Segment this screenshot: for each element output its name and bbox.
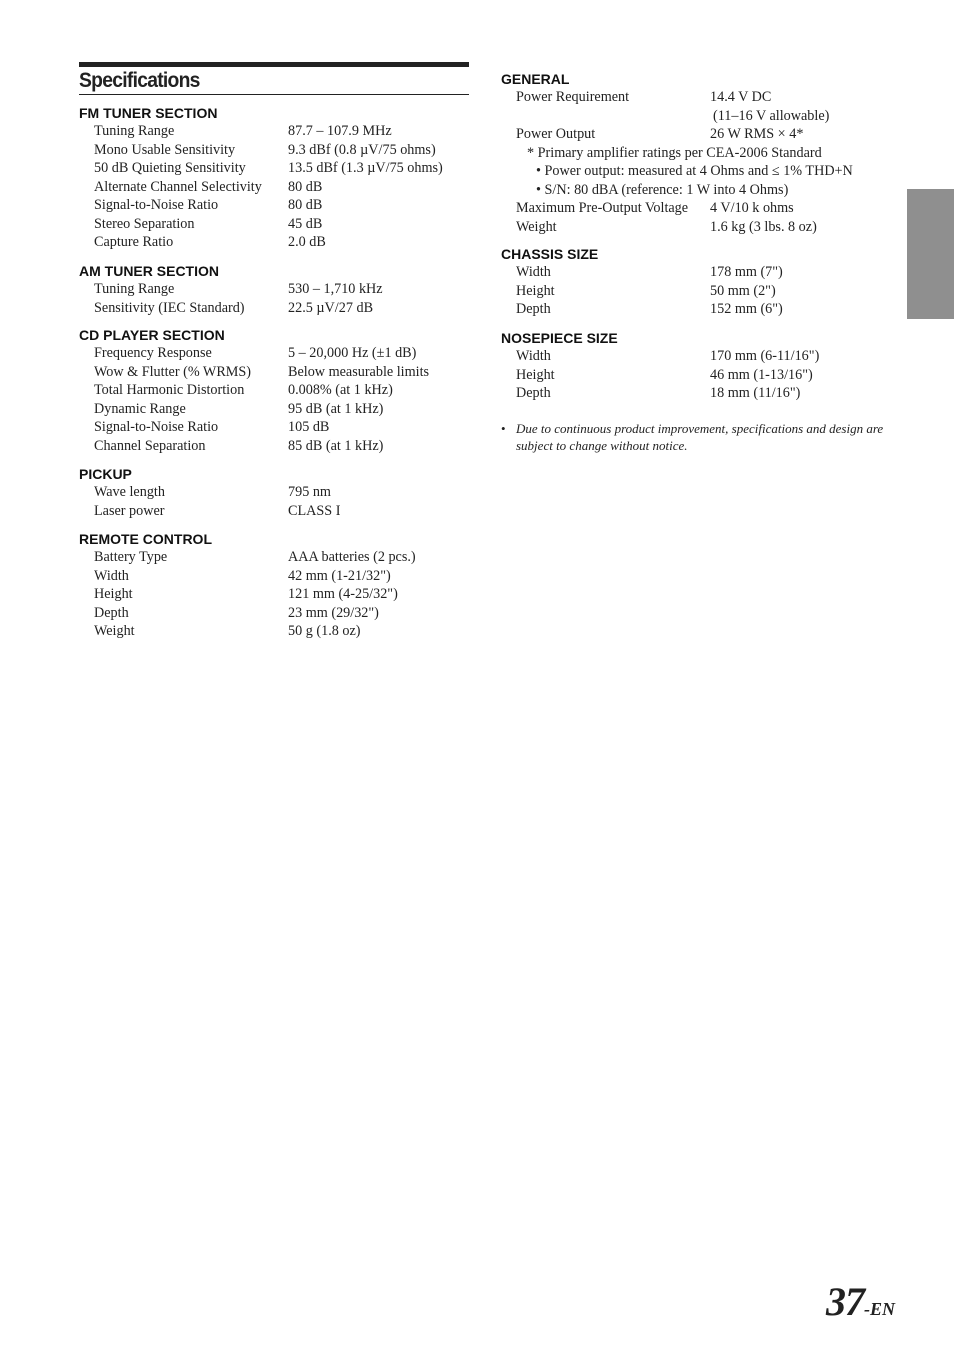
spec-row <box>79 196 469 215</box>
spec-value: 45 dB <box>288 215 323 232</box>
spec-value: 22.5 µV/27 dB <box>288 299 374 316</box>
spec-value: 95 dB (at 1 kHz) <box>288 400 384 417</box>
spec-label: Alternate Channel Selectivity <box>94 178 262 195</box>
spec-row <box>79 178 469 197</box>
spec-value: 50 g (1.8 oz) <box>288 623 361 639</box>
spec-label: Width <box>94 567 129 584</box>
spec-value: 9.3 dBf (0.8 µV/75 ohms) <box>288 141 436 158</box>
spec-row <box>79 159 469 178</box>
spec-row <box>501 199 901 218</box>
spec-row <box>501 263 901 282</box>
spec-value: 18 mm (11/16") <box>710 385 801 401</box>
spec-row <box>79 622 469 641</box>
spec-row <box>79 418 469 437</box>
spec-value: 152 mm (6") <box>710 301 783 317</box>
spec-value: 530 – 1,710 kHz <box>288 281 383 297</box>
section-heading: GENERAL <box>501 71 570 87</box>
spec-label: Height <box>516 366 555 383</box>
spec-section <box>79 326 469 455</box>
spec-row <box>79 400 469 419</box>
spec-row <box>501 347 901 366</box>
rating-note: * Primary amplifier ratings per CEA-2006 Standard <box>527 144 822 161</box>
spec-value: 2.0 dB <box>288 234 326 250</box>
page-title-block <box>79 62 469 95</box>
spec-label: Weight <box>94 623 135 639</box>
spec-row <box>501 218 901 237</box>
language-tab <box>907 189 954 319</box>
spec-row <box>501 366 901 385</box>
spec-section <box>79 262 469 317</box>
footnote-bullet: • <box>501 421 506 436</box>
spec-label: Width <box>516 348 551 364</box>
section-heading: PICKUP <box>79 466 132 482</box>
spec-row <box>79 344 469 363</box>
page-title: Specifications <box>79 69 200 92</box>
spec-row <box>79 502 469 521</box>
spec-label: Width <box>516 264 551 280</box>
spec-label: Tuning Range <box>94 281 175 297</box>
spec-label: Power Requirement <box>516 89 630 105</box>
spec-value: 14.4 V DC <box>710 89 772 105</box>
footnote-text: Due to continuous product improvement, specifications and design are subject to change without notice. <box>516 421 884 453</box>
spec-label: Power Output <box>516 126 596 142</box>
spec-value: 23 mm (29/32") <box>288 604 379 621</box>
spec-row <box>501 384 901 403</box>
spec-label: Tuning Range <box>94 123 175 139</box>
spec-row <box>79 141 469 160</box>
spec-value: 50 mm (2") <box>710 282 776 299</box>
spec-value: 80 dB <box>288 197 323 213</box>
spec-label: Total Harmonic Distortion <box>94 382 245 398</box>
spec-row <box>79 585 469 604</box>
spec-row <box>79 604 469 623</box>
spec-value: 795 nm <box>288 484 331 500</box>
spec-label: Signal-to-Noise Ratio <box>94 419 219 435</box>
spec-value: 178 mm (7") <box>710 264 783 280</box>
spec-label: Height <box>516 282 555 299</box>
spec-value: 5 – 20,000 Hz (±1 dB) <box>288 345 417 361</box>
spec-row <box>79 363 469 382</box>
spec-value: 80 dB <box>288 178 323 195</box>
spec-value: 42 mm (1-21/32") <box>288 567 391 584</box>
spec-value: 170 mm (6-11/16") <box>710 348 820 364</box>
spec-label: Channel Separation <box>94 437 206 454</box>
spec-section <box>501 245 901 319</box>
page-number <box>826 1278 895 1325</box>
spec-label: Signal-to-Noise Ratio <box>94 197 219 213</box>
spec-value-continued: (11–16 V allowable) <box>713 107 830 124</box>
spec-section <box>79 530 469 641</box>
spec-section <box>79 465 469 520</box>
spec-section <box>79 104 469 252</box>
spec-label: 50 dB Quieting Sensitivity <box>94 160 246 176</box>
general-section <box>501 70 901 236</box>
spec-value: 121 mm (4-25/32") <box>288 586 398 602</box>
spec-row <box>79 483 469 502</box>
spec-row <box>501 282 901 301</box>
spec-label: Mono Usable Sensitivity <box>94 141 236 158</box>
spec-label: Dynamic Range <box>94 400 186 417</box>
spec-value: 105 dB <box>288 419 330 435</box>
spec-row <box>79 548 469 567</box>
section-heading: REMOTE CONTROL <box>79 531 212 547</box>
spec-row <box>79 381 469 400</box>
spec-row <box>501 125 901 144</box>
rating-note-bullet: • S/N: 80 dBA (reference: 1 W into 4 Ohms) <box>536 181 789 198</box>
rating-note-bullet: • Power output: measured at 4 Ohms and ≤ 1% THD+N <box>536 163 853 179</box>
spec-row <box>79 437 469 456</box>
spec-label: Capture Ratio <box>94 234 174 250</box>
spec-row <box>501 300 901 319</box>
spec-label: Battery Type <box>94 549 168 565</box>
spec-label: Height <box>94 586 133 602</box>
spec-label: Depth <box>516 301 551 317</box>
spec-value: 46 mm (1-13/16") <box>710 366 813 383</box>
spec-label: Laser power <box>94 502 165 519</box>
spec-label: Wave length <box>94 484 165 500</box>
spec-value: 4 V/10 k ohms <box>710 200 794 216</box>
section-heading: AM TUNER SECTION <box>79 263 219 279</box>
spec-section <box>501 329 901 403</box>
spec-label: Sensitivity (IEC Standard) <box>94 299 245 316</box>
spec-row <box>79 215 469 234</box>
spec-label: Depth <box>516 385 551 401</box>
spec-value: AAA batteries (2 pcs.) <box>288 549 416 565</box>
spec-value: Below measurable limits <box>288 363 430 380</box>
spec-label: Weight <box>516 218 557 235</box>
spec-label: Frequency Response <box>94 345 212 361</box>
spec-value: 1.6 kg (3 lbs. 8 oz) <box>710 218 817 235</box>
spec-value: 0.008% (at 1 kHz) <box>288 382 393 398</box>
spec-row <box>79 567 469 586</box>
spec-label: Stereo Separation <box>94 215 195 232</box>
section-heading: NOSEPIECE SIZE <box>501 330 618 346</box>
spec-row <box>501 88 901 107</box>
spec-label: Depth <box>94 604 129 621</box>
footnote <box>501 421 896 454</box>
page-number-value: 37 <box>826 1279 864 1324</box>
spec-value: 85 dB (at 1 kHz) <box>288 437 384 454</box>
spec-value: 13.5 dBf (1.3 µV/75 ohms) <box>288 160 443 176</box>
spec-row <box>79 122 469 141</box>
section-heading: CHASSIS SIZE <box>501 246 599 262</box>
spec-label: Maximum Pre-Output Voltage <box>516 200 689 216</box>
spec-value: 87.7 – 107.9 MHz <box>288 123 392 139</box>
spec-row <box>79 233 469 252</box>
spec-value: CLASS I <box>288 502 341 519</box>
section-heading: CD PLAYER SECTION <box>79 327 225 343</box>
spec-row <box>79 280 469 299</box>
spec-row <box>79 299 469 318</box>
spec-label: Wow & Flutter (% WRMS) <box>94 363 252 380</box>
page-number-suffix: -EN <box>864 1299 895 1319</box>
section-heading: FM TUNER SECTION <box>79 105 218 121</box>
spec-value: 26 W RMS × 4* <box>710 126 804 142</box>
title-rule-bottom <box>79 94 469 95</box>
